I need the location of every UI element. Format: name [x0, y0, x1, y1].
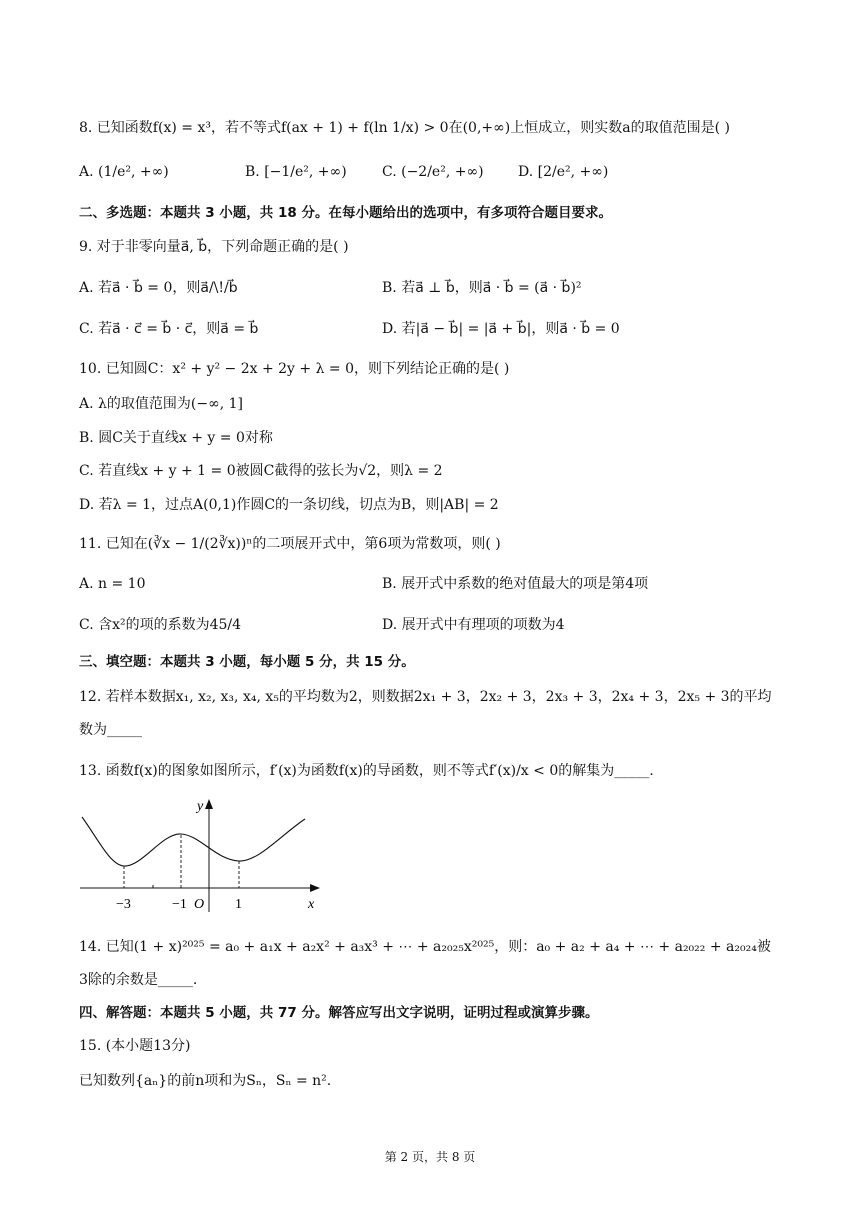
q10-option-d: D. 若λ = 1，过点A(0,1)作圆C的一条切线，切点为B，则|AB| = 2 [79, 497, 499, 513]
section-heading-multi-choice: 二、多选题：本题共 3 小题，共 18 分。在每小题给出的选项中，有多项符合题目要求。 [79, 205, 612, 221]
x-axis-arrow [310, 884, 320, 892]
q14-line1: 14. 已知(1 + x)²⁰²⁵ = a₀ + a₁x + a₂x² + a₃x³ + ⋯ + a₂₀₂₅x²⁰²⁵，则：a₀ + a₂ + a₄ + ⋯ + a₂₀₂₂ + a₂₀₂₄被 [79, 939, 771, 955]
q14-line2: 3除的余数是_____. [79, 972, 198, 988]
page-footer: 第 2 页，共 8 页 [384, 1150, 476, 1164]
q8-option-b: B. [−1/e², +∞) [245, 164, 347, 180]
q8-option-a: A. (1/e², +∞) [79, 164, 169, 180]
function-curve [82, 817, 305, 866]
q12-line2: 数为_____ [79, 722, 142, 738]
q10-option-a: A. λ的取值范围为(−∞, 1] [79, 396, 244, 412]
tick-label-neg3: −3 [116, 897, 131, 912]
q9-stem: 9. 对于非零向量a⃗, b⃗，下列命题正确的是( ) [79, 239, 349, 255]
q12-line1: 12. 若样本数据x₁, x₂, x₃, x₄, x₅的平均数为2，则数据2x₁ + 3，2x₂ + 3，2x₃ + 3，2x₄ + 3，2x₅ + 3的平均 [79, 689, 772, 705]
y-axis-arrow [205, 799, 213, 809]
q9-option-b: B. 若a⃗ ⊥ b⃗，则a⃗ · b⃗ = (a⃗ · b⃗)² [382, 280, 582, 296]
section-heading-fill-in: 三、填空题：本题共 3 小题，每小题 5 分，共 15 分。 [79, 654, 415, 670]
x-axis-label: x [308, 897, 315, 912]
q11-option-b: B. 展开式中系数的绝对值最大的项是第4项 [382, 576, 649, 592]
q10-stem: 10. 已知圆C：x² + y² − 2x + 2y + λ = 0，则下列结论正确的是( ) [79, 361, 510, 377]
q8-stem: 8. 已知函数f(x) = x³，若不等式f(ax + 1) + f(ln 1/x) > 0在(0,+∞)上恒成立，则实数a的取值范围是( ) [79, 120, 730, 136]
q9-option-d: D. 若|a⃗ − b⃗| = |a⃗ + b⃗|，则a⃗ · b⃗ = 0 [382, 321, 620, 337]
tick-label-neg1: −1 [172, 897, 187, 912]
section-heading-solutions: 四、解答题：本题共 5 小题，共 77 分。解答应写出文字说明，证明过程或演算步骤。 [79, 1005, 599, 1021]
q11-option-a: A. n = 10 [79, 576, 146, 592]
q10-option-b: B. 圆C关于直线x + y = 0对称 [79, 430, 273, 446]
q13-stem: 13. 函数f(x)的图象如图所示，f′(x)为函数f(x)的导函数，则不等式f′(x)/x < 0的解集为_____. [79, 763, 654, 779]
q8-option-d: D. [2/e², +∞) [518, 164, 609, 180]
q13-function-graph [76, 795, 336, 915]
tick-label-1: 1 [235, 897, 242, 912]
q8-option-c: C. (−2/e², +∞) [382, 164, 484, 180]
q11-stem: 11. 已知在(∛x − 1/(2∛x))ⁿ的二项展开式中，第6项为常数项，则( ) [79, 536, 501, 552]
q15-header: 15. (本小题13分) [79, 1038, 191, 1054]
q10-option-c: C. 若直线x + y + 1 = 0被圆C截得的弦长为√2，则λ = 2 [79, 463, 443, 479]
q9-option-a: A. 若a⃗ · b⃗ = 0，则a⃗/\!/b⃗ [79, 280, 238, 296]
q9-option-c: C. 若a⃗ · c⃗ = b⃗ · c⃗，则a⃗ = b⃗ [79, 321, 259, 337]
q11-option-d: D. 展开式中有理项的项数为4 [382, 617, 565, 633]
origin-label: O [194, 897, 205, 912]
q15-text: 已知数列{aₙ}的前n项和为Sₙ，Sₙ = n². [79, 1073, 332, 1089]
y-axis-label: y [197, 799, 204, 814]
q11-option-c: C. 含x²的项的系数为45/4 [79, 617, 242, 633]
